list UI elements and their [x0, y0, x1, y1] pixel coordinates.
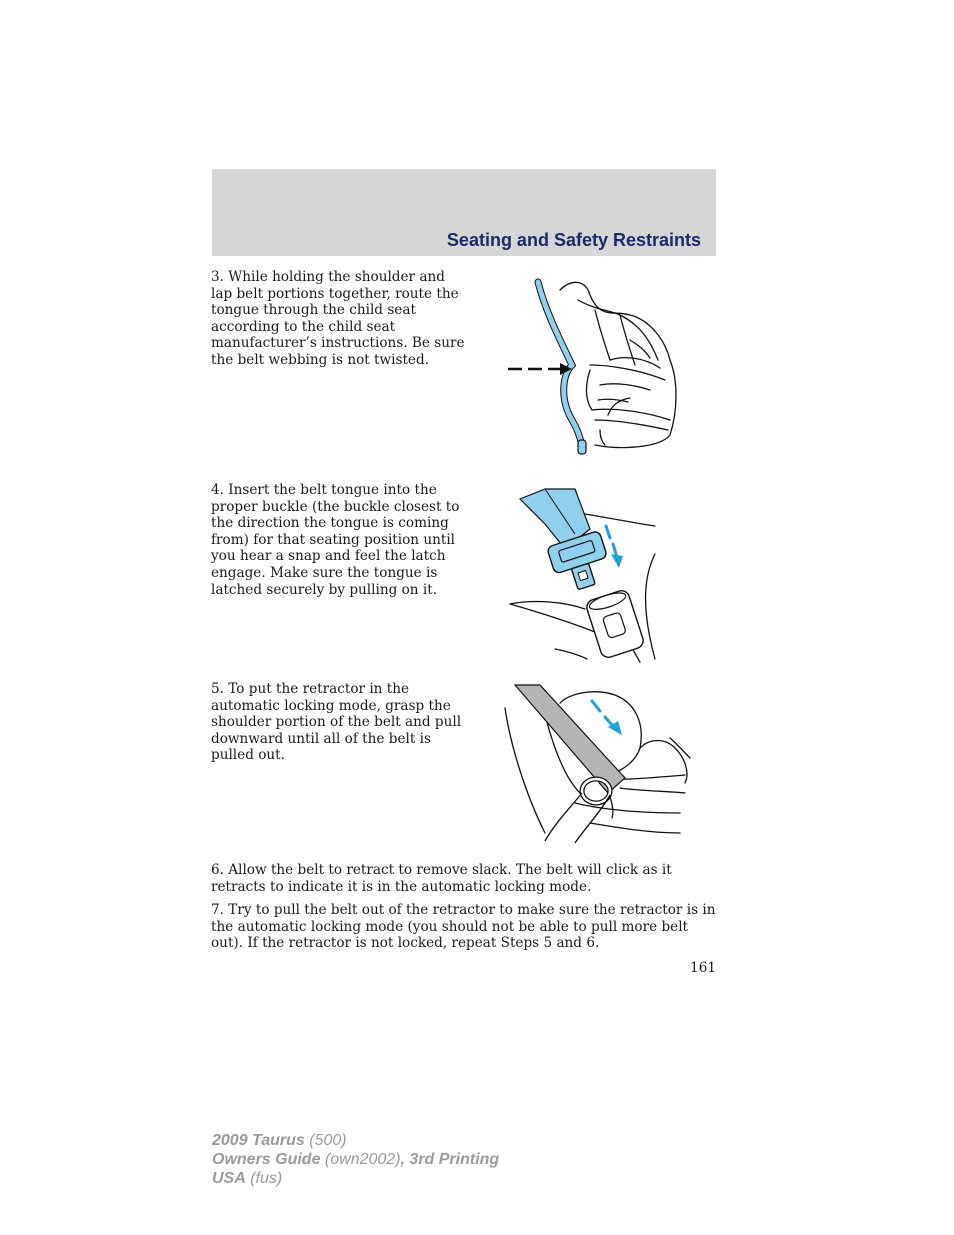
- document-footer: [212, 1131, 499, 1188]
- footer-line-3: USA (fus): [212, 1170, 283, 1187]
- shoulder-belt-illustration: [500, 683, 695, 848]
- step-7-text: 7. Try to pull the belt out of the retractor to make sure the retractor is in the automatic locking mode (you should not be able to pull more belt out). If the retractor is not locked, repeat Steps 5 and 6.: [211, 902, 716, 952]
- step-4-text: 4. Insert the belt tongue into the proper buckle (the buckle closest to the direction the tongue is coming from) for that seating position until you hear a snap and feel the latch engage. Make sure the tongue is latched securely by pulling on it.: [211, 482, 460, 598]
- buckle-illustration: [505, 484, 665, 669]
- footer-line-2: Owners Guide (own2002), 3rd Printing: [212, 1151, 500, 1168]
- page-number: 161: [690, 960, 716, 976]
- footer-line-1: 2009 Taurus (500): [212, 1132, 347, 1149]
- section-header: [212, 169, 716, 256]
- step-3-text: 3. While holding the shoulder and lap belt portions together, route the tongue through the child seat according to the child seat manufacturer’s instructions. Be sure the belt webbing is not twisted.: [211, 269, 465, 368]
- step-6-text: 6. Allow the belt to retract to remove slack. The belt will click as it retracts to indicate it is in the automatic locking mode.: [211, 862, 672, 895]
- step-5-text: 5. To put the retractor in the automatic locking mode, grasp the shoulder portion of the belt and pull downward until all of the belt is pulled out.: [211, 681, 462, 764]
- child-seat-illustration: [500, 270, 700, 460]
- section-title: Seating and Safety Restraints: [446, 230, 701, 250]
